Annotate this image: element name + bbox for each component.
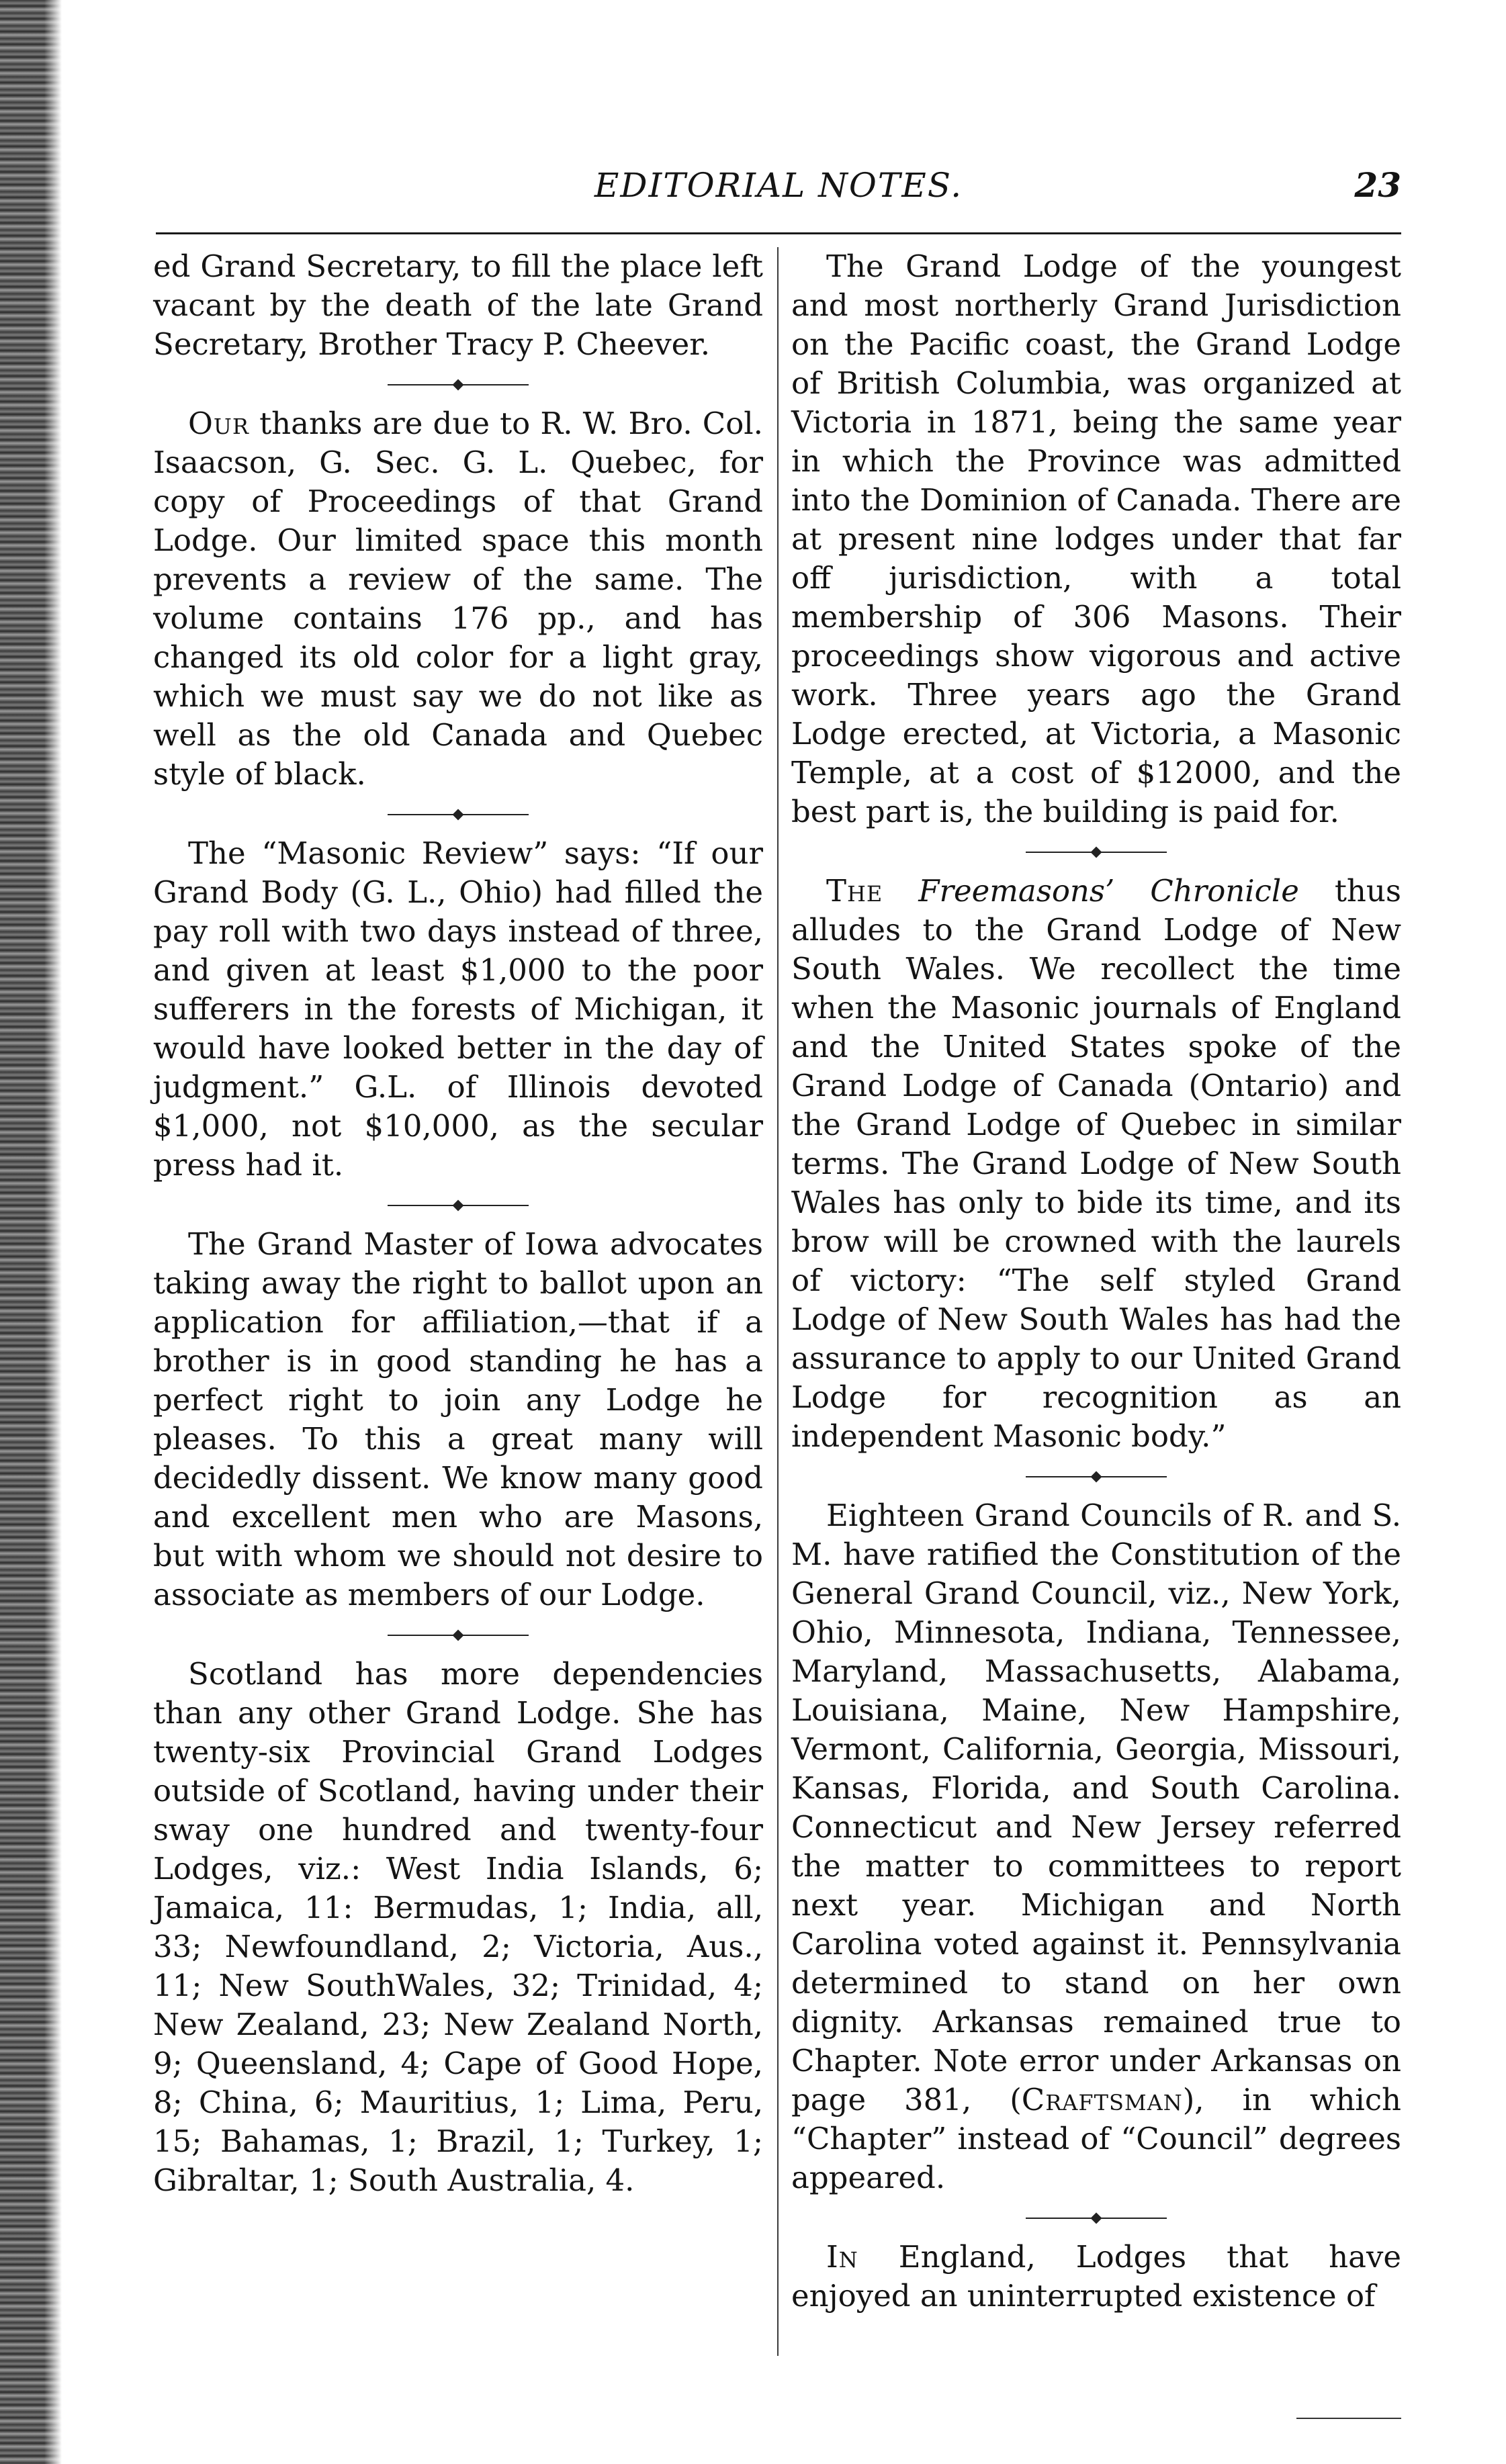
section-separator (388, 1205, 529, 1206)
paragraph-england-lodges (791, 2238, 1401, 2316)
section-separator (1026, 1476, 1167, 1477)
paragraph-new-south-wales (791, 872, 1401, 1456)
page-title: EDITORIAL NOTES. (594, 166, 963, 205)
paragraph-british-columbia: The Grand Lodge of the youngest and most northerly Grand Jurisdiction on the Pacific coast, the Grand Lodge of British Columbia, was organized at Victoria in 1871, being the same year in which the Province was admitted into the Dominion of Canada. There are at present nine lodges under that far off jurisdiction, with a total membership of 306 Masons. Their proceedings show vigorous and active work. Three years ago the Grand Lodge erected, at Victoria, a Masonic Temple, at a cost of $12000, and the best part is, the building is paid for. (791, 248, 1401, 829)
publication-name: Craftsman (1021, 2082, 1183, 2117)
paragraph-text: ), in which “Chapter” instead of “Council” degrees appeared. (791, 2082, 1401, 2195)
section-separator (388, 384, 529, 385)
book-spine-shadow (0, 0, 62, 2464)
header-rule (156, 232, 1401, 234)
paragraph-scotland-dependencies: Scotland has more dependencies than any other Grand Lodge. She has twenty-six Provincial Grand Lodges outside of Scotland, having under their sway one hundred and twenty-four Lodges, viz.: West India Islands, 6; Jamaica, 11: Bermudas, 1; India, all, 33; Newfoundland, 2; Victoria, Aus., 11; New SouthWales, 32; Trinidad, 4; New Zealand, 23; New Zealand North, 9; Queensland, 4; Cape of Good Hope, 8; China, 6; Mauritius, 1; Lima, Peru, 15; Bahamas, 1; Brazil, 1; Turkey, 1; Gibraltar, 1; South Australia, 4. (153, 1656, 763, 2198)
footer-rule (1296, 2418, 1401, 2419)
paragraph-text: thanks are due to R. W. Bro. Col. Isaacson, G. Sec. G. L. Quebec, for copy of Proceedings of that Grand Lodge. Our limited space this month prevents a review of the same. The volume contains 176 pp., and has changed its old color for a light gray, which we must say we do not like as well as the old Canada and Quebec style of black. (153, 406, 763, 792)
lead-word: The (826, 873, 883, 909)
lead-word: Our (188, 406, 249, 441)
right-column (791, 247, 1401, 2356)
section-separator (388, 814, 529, 815)
paragraph-text: England, Lodges that have enjoyed an uninterrupted existence of (791, 2239, 1401, 2314)
paragraph-grand-secretary: ed Grand Secretary, to fill the place left vacant by the death of the late Grand Secretary, Brother Tracy P. Cheever. (153, 248, 763, 362)
paragraph-masonic-review: The “Masonic Review” says: “If our Grand Body (G. L., Ohio) had filled the pay roll with two days instead of three, and given at least $1,000 to the poor sufferers in the forests of Michigan, it would have looked better in the day of judgment.” G.L. of Illinois devoted $1,000, not $10,000, as the secular press had it. (153, 835, 763, 1183)
left-column (153, 247, 763, 2356)
page-number: 23 (1354, 165, 1401, 205)
running-head (156, 158, 1401, 212)
section-separator (1026, 2218, 1167, 2219)
section-separator (388, 1635, 529, 1636)
lead-word: In (826, 2239, 858, 2275)
column-divider (777, 247, 779, 2356)
section-separator (1026, 852, 1167, 853)
paragraph-iowa-grand-master: The Grand Master of Iowa advocates taking away the right to ballot upon an application for affiliation,—that if a brother is in good standing he has a perfect right to join any Lodge he pleases. To this a great many will decidedly dissent. We know many good and excellent men who are Masons, but with whom we should not desire to associate as members of our Lodge. (153, 1226, 763, 1612)
paragraph-quebec-proceedings (153, 404, 763, 794)
publication-title: Freemasons’ Chronicle (918, 873, 1299, 909)
paragraph-text: Eighteen Grand Councils of R. and S. M. have ratified the Constitution of the General Grand Council, viz., New York, Ohio, Minnesota, Indiana, Tennessee, Maryland, Massachusetts, Alabama, Louisiana, Maine, New Hampshire, Vermont, California, Georgia, Missouri, Kansas, Florida, and South Carolina. Connecticut and New Jersey referred the matter to committees to report next year. Michigan and North Carolina voted against it. Pennsylvania determined to stand on her own dignity. Arkansas remained true to Chapter. Note error under Arkansas on page 381, ( (791, 1498, 1401, 2117)
paragraph-grand-councils (791, 1496, 1401, 2197)
paragraph-text: thus alludes to the Grand Lodge of New South Wales. We recollect the time when the Masonic journals of England and the United States spoke of the Grand Lodge of Canada (Ontario) and the Grand Lodge of Quebec in similar terms. The Grand Lodge of New South Wales has only to bide its time, and its brow will be crowned with the laurels of victory: “The self styled Grand Lodge of New South Wales has had the assurance to apply to our United Grand Lodge for recognition as an independent Masonic body.” (791, 873, 1401, 1454)
